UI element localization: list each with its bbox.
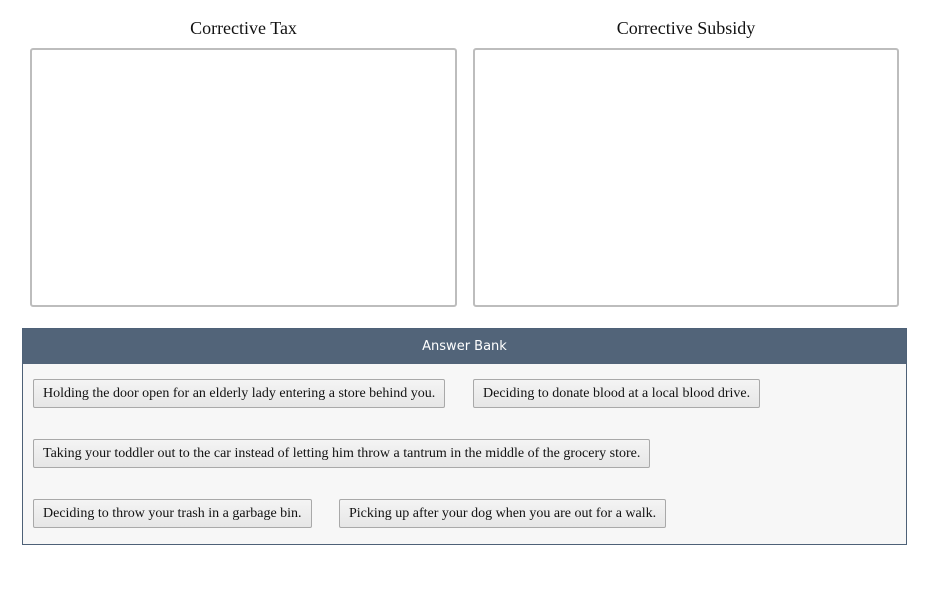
drop-zone-corrective-subsidy[interactable] <box>473 48 899 307</box>
answer-chip-toddler-tantrum[interactable]: Taking your toddler out to the car instead of letting him throw a tantrum in the middle of the grocery store. <box>33 439 650 468</box>
answer-chip-dog-cleanup[interactable]: Picking up after your dog when you are out for a walk. <box>339 499 666 528</box>
answer-bank-header: Answer Bank <box>23 329 906 364</box>
answer-chip-hold-door[interactable]: Holding the door open for an elderly lady entering a store behind you. <box>33 379 445 408</box>
answer-chip-donate-blood[interactable]: Deciding to donate blood at a local blood drive. <box>473 379 760 408</box>
answer-chip-trash-bin[interactable]: Deciding to throw your trash in a garbage bin. <box>33 499 312 528</box>
drop-zone-corrective-tax[interactable] <box>30 48 457 307</box>
answer-bank <box>22 328 907 545</box>
bucket-title-corrective-tax: Corrective Tax <box>190 18 297 38</box>
bucket-title-corrective-subsidy: Corrective Subsidy <box>616 18 756 38</box>
